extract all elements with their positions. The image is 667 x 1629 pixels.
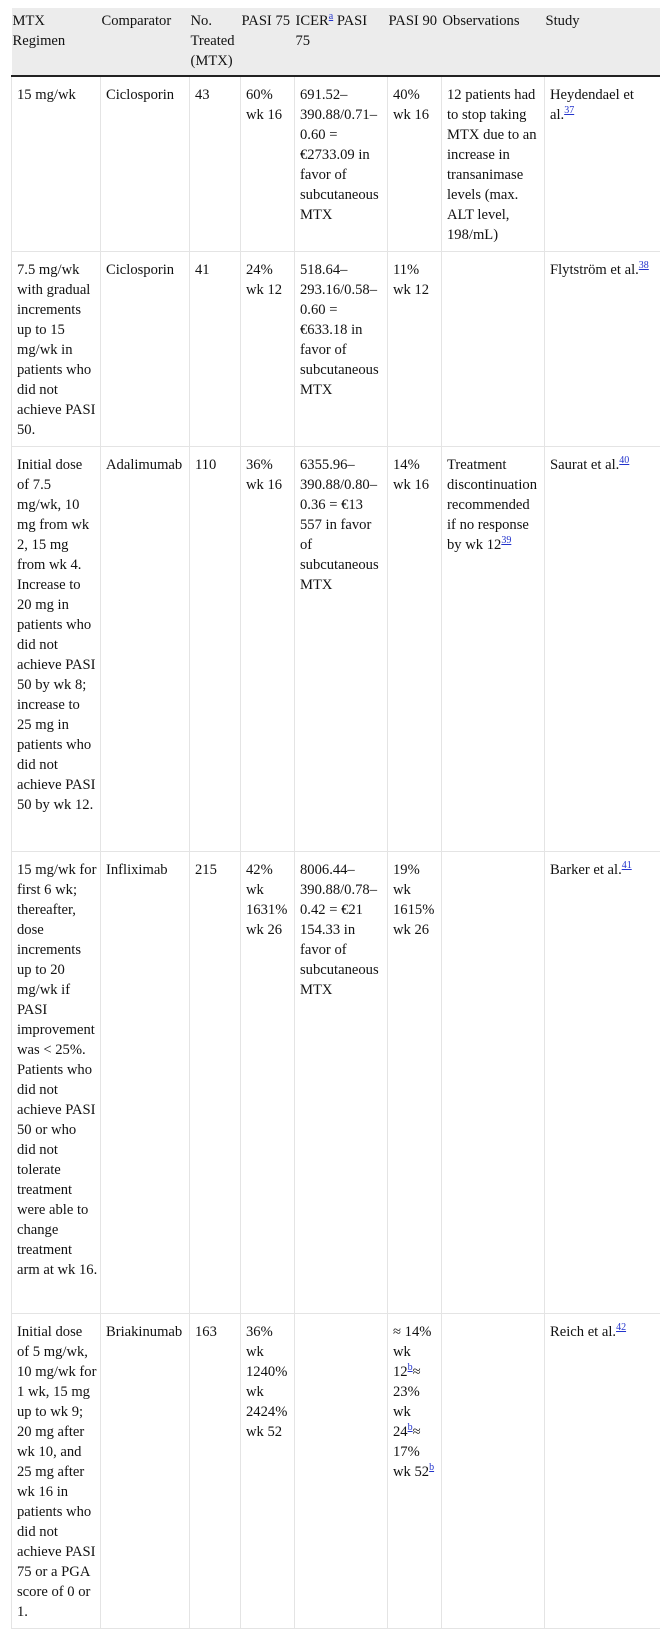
cell-observations [442, 852, 545, 1314]
cell-icer-text: 518.64–293.16/0.58–0.60 = €633.18 in favor of subcutaneous MTX [300, 262, 379, 398]
cell-pasi75 [241, 252, 295, 447]
cell-comparator-text: Ciclosporin [106, 87, 175, 103]
cell-pasi90-text: 11% wk 12 [393, 262, 430, 298]
header-icer [295, 8, 388, 76]
cell-mtx-regimen [12, 76, 101, 252]
reference-link[interactable]: 37 [564, 105, 575, 116]
cell-comparator [101, 252, 190, 447]
cell-mtx-regimen-text: 7.5 mg/wk with gradual increments up to 15 mg/wk in patients who did not achieve PASI 50. [17, 262, 96, 438]
header-pasi90: PASI 90 [388, 8, 442, 76]
cell-no-treated [190, 252, 241, 447]
cell-icer-text: 691.52–390.88/0.71–0.60 = €2733.09 in favor of subcutaneous MTX [300, 87, 379, 223]
cell-study-text: Reich et al. [550, 1324, 617, 1340]
table-body [12, 76, 660, 1629]
reference-link[interactable]: 38 [638, 260, 649, 271]
cell-icer [295, 852, 388, 1314]
cell-no-treated [190, 447, 241, 852]
pasi90-value: ≈ 17% wk 52 [393, 1424, 430, 1480]
cell-study [545, 852, 660, 1314]
table-header [12, 8, 660, 76]
cell-study-text: Barker et al. [550, 862, 622, 878]
header-icer-suffix: PASI 75 [295, 13, 368, 49]
cell-observations [442, 76, 545, 252]
footnote-link-b[interactable]: b [429, 1462, 435, 1473]
cell-icer [295, 76, 388, 252]
cell-observations [442, 252, 545, 447]
cell-study-text: Flytström et al. [550, 262, 639, 278]
pasi90-value: ≈ 14% wk 12 [393, 1324, 432, 1380]
cell-mtx-regimen-text: Initial dose of 7.5 mg/wk, 10 mg from wk 2, 15 mg from wk 4. Increase to 20 mg in patients who did not achieve PASI 50 by wk 8; increase to 25 mg in patients who did not achieve PASI 50 by wk 12. [17, 457, 96, 813]
header-mtx-regimen: MTX Regimen [12, 8, 101, 76]
cell-pasi90 [388, 76, 442, 252]
cell-comparator [101, 1314, 190, 1629]
cell-no-treated-text: 110 [195, 457, 217, 473]
cell-no-treated-text: 41 [195, 262, 210, 278]
cell-pasi90-text: 14% wk 16 [393, 457, 430, 493]
cell-pasi75-text: 24% wk 12 [246, 262, 283, 298]
cell-pasi75-text: 42% wk 1631% wk 26 [246, 862, 288, 938]
cell-study [545, 76, 660, 252]
cell-study-text: Saurat et al. [550, 457, 620, 473]
cell-study-text: Heydendael et al. [550, 87, 634, 123]
header-pasi75: PASI 75 [241, 8, 295, 76]
footnote-link-b[interactable]: b [407, 1422, 413, 1433]
cell-no-treated-text: 215 [195, 862, 217, 878]
header-icer-prefix: ICER [295, 13, 329, 29]
cell-pasi75 [241, 1314, 295, 1629]
cell-mtx-regimen-text: 15 mg/wk [17, 87, 76, 103]
cell-comparator-text: Infliximab [106, 862, 168, 878]
cell-pasi90 [388, 1314, 442, 1629]
results-table [11, 8, 660, 1629]
cell-mtx-regimen [12, 252, 101, 447]
cell-mtx-regimen [12, 447, 101, 852]
cell-pasi90-text: 40% wk 16 [393, 87, 430, 123]
cell-study [545, 447, 660, 852]
cell-pasi90-text: 19% wk 1615% wk 26 [393, 862, 435, 938]
cell-pasi75-text: 60% wk 16 [246, 87, 283, 123]
cell-no-treated [190, 1314, 241, 1629]
cell-icer [295, 447, 388, 852]
cell-no-treated-text: 43 [195, 87, 210, 103]
cell-icer-text: 8006.44–390.88/0.78–0.42 = €21 154.33 in favor of subcutaneous MTX [300, 862, 379, 998]
cell-pasi75-text: 36% wk 16 [246, 457, 283, 493]
cell-comparator [101, 447, 190, 852]
table-row [12, 76, 660, 252]
table-row [12, 252, 660, 447]
cell-observations-text: 12 patients had to stop taking MTX due to an increase in transanimase levels (max. ALT level, 198/mL) [447, 87, 537, 243]
cell-pasi75 [241, 447, 295, 852]
header-comparator: Comparator [101, 8, 190, 76]
cell-pasi75 [241, 852, 295, 1314]
header-study: Study [545, 8, 660, 76]
cell-pasi75 [241, 76, 295, 252]
cell-mtx-regimen-text: Initial dose of 5 mg/wk, 10 mg/wk for 1 wk, 15 mg up to wk 9; 20 mg after wk 10, and 25 mg after wk 16 in patients who did not achieve PASI 75 or a PGA score of 0 or 1. [17, 1324, 97, 1620]
cell-pasi90 [388, 252, 442, 447]
footnote-link-b[interactable]: b [407, 1362, 413, 1373]
cell-no-treated [190, 852, 241, 1314]
reference-link[interactable]: 40 [619, 455, 630, 466]
cell-comparator [101, 76, 190, 252]
cell-observations [442, 447, 545, 852]
cell-mtx-regimen-text: 15 mg/wk for first 6 wk; thereafter, dose increments up to 20 mg/wk if PASI improvement was < 25%. Patients who did not achieve PASI 50 or who did not tolerate treatment were able to change treatment arm at wk 16. [17, 862, 98, 1278]
cell-pasi90 [388, 447, 442, 852]
table-row [12, 1314, 660, 1629]
cell-mtx-regimen [12, 852, 101, 1314]
cell-icer-text: 6355.96–390.88/0.80–0.36 = €13 557 in favor of subcutaneous MTX [300, 457, 379, 593]
cell-icer [295, 252, 388, 447]
cell-study [545, 252, 660, 447]
cell-no-treated [190, 76, 241, 252]
cell-icer [295, 1314, 388, 1629]
reference-link[interactable]: 39 [501, 535, 512, 546]
cell-comparator-text: Briakinumab [106, 1324, 183, 1340]
cell-pasi90 [388, 852, 442, 1314]
reference-link[interactable]: 42 [616, 1322, 627, 1333]
cell-observations-text: Treatment discontinuation recommended if no response by wk 12 [447, 457, 537, 553]
cell-pasi75-text: 36% wk 1240% wk 2424% wk 52 [246, 1324, 288, 1440]
reference-link[interactable]: 41 [621, 860, 632, 871]
cell-comparator-text: Ciclosporin [106, 262, 175, 278]
table-row [12, 447, 660, 852]
cell-study [545, 1314, 660, 1629]
footnote-link-a[interactable]: a [328, 11, 334, 22]
header-observations: Observations [442, 8, 545, 76]
cell-no-treated-text: 163 [195, 1324, 217, 1340]
cell-observations [442, 1314, 545, 1629]
header-no-treated: No. Treated (MTX) [190, 8, 241, 76]
cell-comparator [101, 852, 190, 1314]
pasi90-value: ≈ 23% wk 24 [393, 1364, 421, 1440]
cell-mtx-regimen [12, 1314, 101, 1629]
cell-comparator-text: Adalimumab [106, 457, 183, 473]
table-row [12, 852, 660, 1314]
